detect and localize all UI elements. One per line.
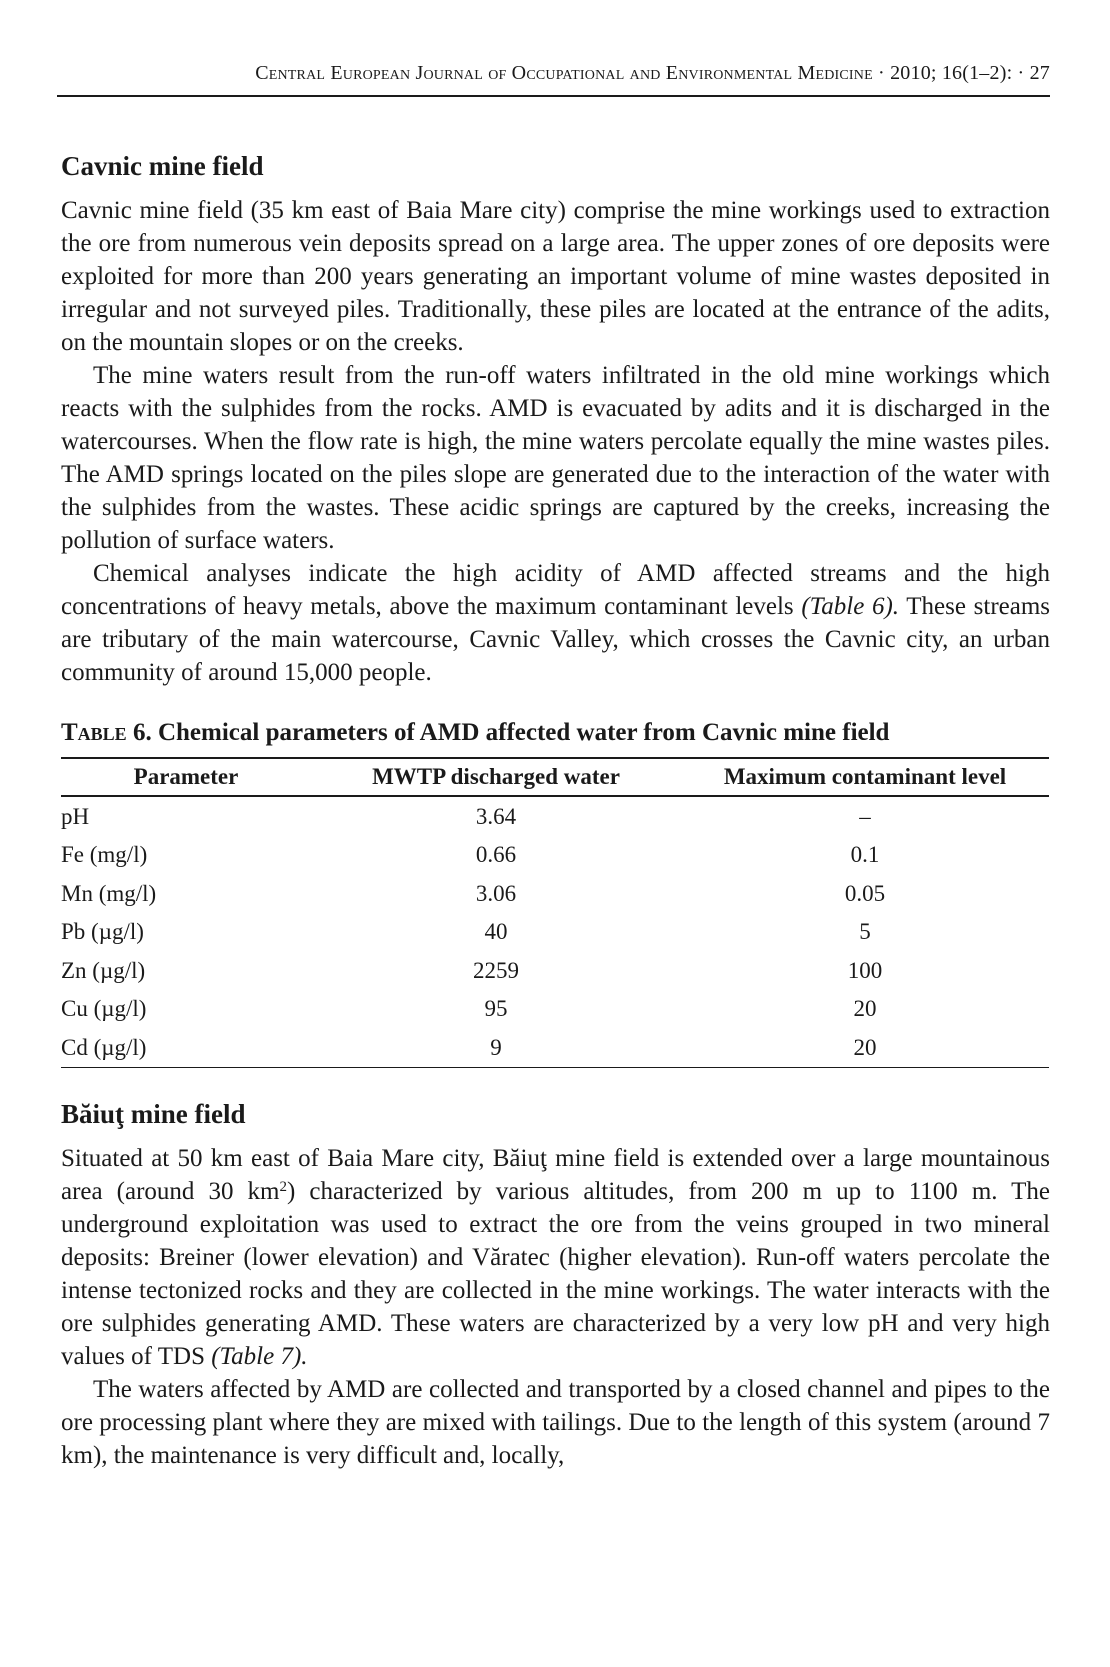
table-cell-mcl: 20 xyxy=(681,1028,1049,1067)
table-row xyxy=(61,951,1049,990)
paragraph: The mine waters result from the run-off waters infiltrated in the old mine workings which reacts with the sulphides from the rocks. AMD is evacuated by adits and it is discharged in the watercourses. When the flow rate is high, the mine waters percolate equally the mine wastes piles. The AMD springs located on the piles slope are generated due to the interaction of the water with the sulphides from the wastes. These acidic springs are captured by the creeks, increasing the pollution of surface waters. xyxy=(61,361,1050,554)
table-cell-parameter: Fe (mg/l) xyxy=(61,842,148,867)
paragraph-text: ) characterized by various altitudes, from 200 m up to 1100 m. The underground exploitation was used to extract the ore from the veins grouped in two mineral deposits: Breiner (lower elevation) and Văratec (higher elevation). Run-off waters percolate the intense tectonized rocks and they are collected in the mine workings. The water interacts with the ore sulphides generating AMD. These waters are characterized by a very low pH and very high values of TDS xyxy=(61,1177,1051,1370)
table-cell-mcl: 0.1 xyxy=(850,842,880,867)
column-header-parameter: Parameter xyxy=(61,758,311,796)
table-label: Table 6. xyxy=(61,718,152,746)
paragraph-text: These streams are tributary of the main watercourse, Cavnic Valley, which crosses the Cavnic city, an urban community of around 15,000 people. xyxy=(61,592,1051,686)
paragraph xyxy=(61,1142,1050,1373)
running-head: Central European Journal of Occupational and Environmental Medicine · 2010; 16(1–2): · 27 xyxy=(255,62,1050,84)
table-cell-parameter: Cd (µg/l) xyxy=(61,1028,311,1067)
table-cell-parameter: pH xyxy=(61,803,90,829)
section-title-baiut: Băiuţ mine field xyxy=(61,1098,246,1129)
table-row xyxy=(61,836,1049,875)
table-cell-parameter: Mn (mg/l) xyxy=(61,880,157,906)
table-cell-mwtp: 40 xyxy=(484,919,508,944)
section-baiut xyxy=(61,1098,1050,1472)
paragraph: Cavnic mine field (35 km east of Baia Mare city) comprise the mine workings used to extraction the ore from numerous vein deposits spread on a large area. The upper zones of ore deposits were exploited for more than 200 years generating an important volume of mine wastes deposited in irregular and not surveyed piles. Traditionally, these piles are located at the entrance of the adits, on the mountain slopes or on the creeks. xyxy=(61,196,1050,356)
paragraph xyxy=(61,557,1050,689)
table-cell-mwtp: 3.64 xyxy=(475,803,517,829)
table-row xyxy=(61,990,1049,1029)
page-content xyxy=(61,150,1050,1472)
column-header-mwtp: MWTP discharged water xyxy=(311,758,681,796)
table-cell-mwtp: 2259 xyxy=(473,957,519,983)
column-header-mcl: Maximum contaminant level xyxy=(681,758,1049,796)
superscript: 2 xyxy=(279,1178,287,1195)
table-cell-parameter: Pb (µg/l) xyxy=(61,919,144,944)
table-cell-mwtp: 3.06 xyxy=(475,880,517,906)
table-cell-mcl: 5 xyxy=(859,919,871,944)
table-row xyxy=(61,796,1049,836)
section-title-cavnic: Cavnic mine field xyxy=(61,151,264,181)
header-rule xyxy=(57,95,1050,97)
table-cell-mcl: – xyxy=(859,803,871,829)
table-caption xyxy=(61,717,1050,750)
table-title: Chemical parameters of AMD affected water from Cavnic mine field xyxy=(151,718,890,746)
table-reference-link[interactable]: (Table 6). xyxy=(801,592,900,620)
table-row xyxy=(61,874,1049,913)
table-header-row xyxy=(61,758,1049,796)
table-cell-mwtp: 95 xyxy=(484,996,508,1021)
table-cell-mcl: 100 xyxy=(847,957,883,983)
table-reference-link[interactable]: (Table 7). xyxy=(211,1342,308,1370)
table-row xyxy=(61,913,1049,952)
paragraph-text: Situated at 50 km east of Baia Mare city, Băiuţ mine field is extended over a large mountainous area (around 30 km xyxy=(61,1144,1050,1205)
table-cell-mwtp: 9 xyxy=(311,1028,681,1067)
table-cell-parameter: Cu (µg/l) xyxy=(61,996,147,1021)
table-cell-parameter: Zn (µg/l) xyxy=(61,957,146,983)
paragraph-text: Chemical analyses indicate the high acidity of AMD affected streams and the high concentrations of heavy metals, above the maximum contaminant levels xyxy=(61,559,1050,620)
paragraph: The waters affected by AMD are collected and transported by a closed channel and pipes to the ore processing plant where they are mixed with tailings. Due to the length of this system (around 7 km), the maintenance is very difficult and, locally, xyxy=(61,1375,1050,1469)
chemical-parameters-table xyxy=(61,757,1049,1068)
table-row xyxy=(61,1028,1049,1067)
table-cell-mwtp: 0.66 xyxy=(475,842,517,867)
table-cell-mcl: 0.05 xyxy=(844,880,886,906)
table-cell-mcl: 20 xyxy=(853,996,877,1021)
